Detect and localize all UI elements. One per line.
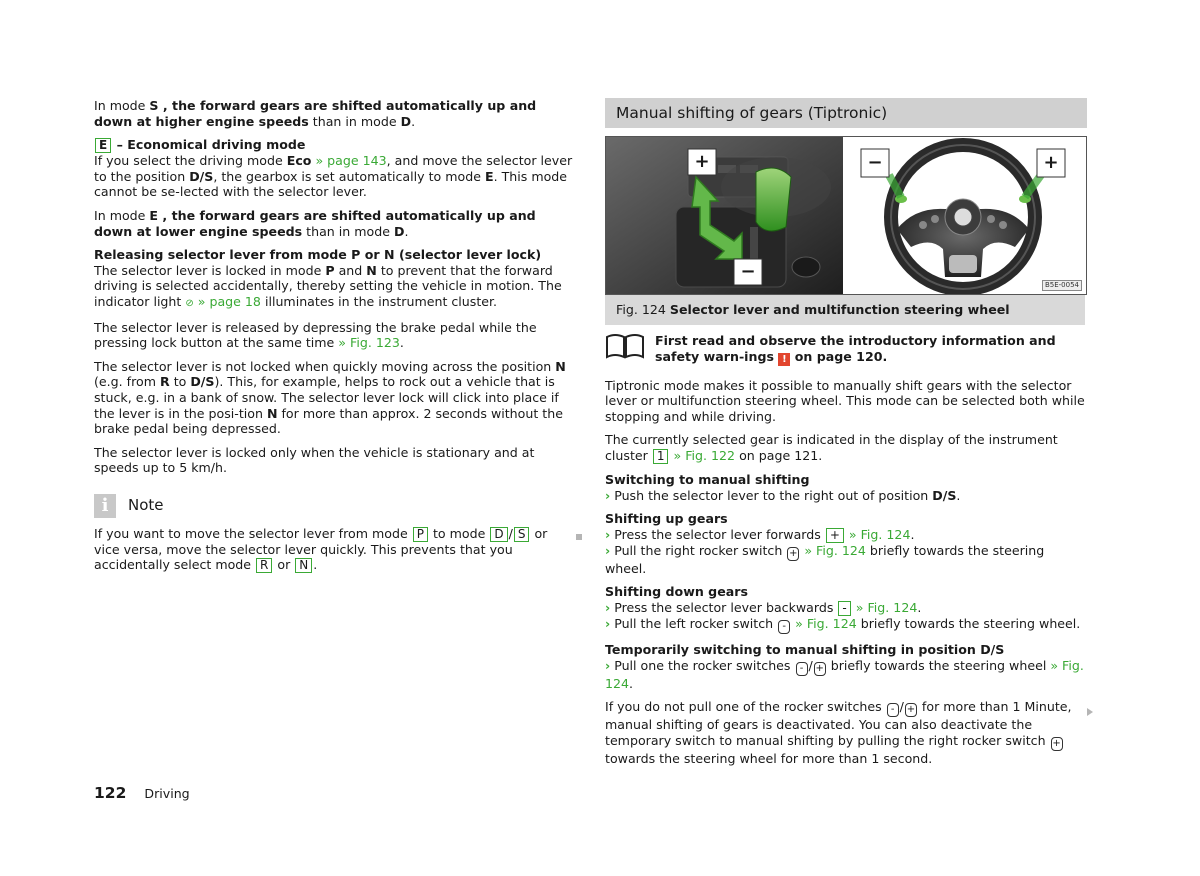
plus-label-lever: + bbox=[694, 151, 710, 172]
paragraph-not-locked: The selector lever is not locked when quickly moving across the position N (e.g. from R to D/S). This, for example, helps to rock out a vehicle that is stuck, e.g. in a bank of snow. The selector lever lock will click into place if the lever is in the posi-tion N for more than approx. 2 seconds without the brake pedal being depressed. bbox=[94, 358, 566, 437]
list-item: › Push the selector lever to the right out of position D/S. bbox=[605, 487, 961, 503]
key-s: S bbox=[514, 527, 530, 542]
figure-124 bbox=[605, 136, 1087, 295]
paragraph-mode-e: In mode E , the forward gears are shifted automatically up and down at lower engine speeds than in mode D. bbox=[94, 207, 536, 239]
link-fig-124[interactable]: » Fig. 124 bbox=[851, 599, 918, 615]
link-fig-123[interactable]: » Fig. 123 bbox=[334, 335, 400, 351]
note-text: If you want to move the selector lever from mode P to mode D / S or vice versa, move the selector lever quickly. This prevents that you accidentally select mode R or N . bbox=[94, 525, 548, 573]
rocker-plus-icon: + bbox=[789, 547, 798, 559]
paragraph-eco: If you select the driving mode Eco » page 143, and move the selector lever to the position D/S, the gearbox is set automatically to mode E. This mode cannot be se-lected with the selector lever. bbox=[94, 153, 573, 200]
link-fig-122[interactable]: » Fig. 122 bbox=[669, 447, 736, 463]
list-item: › Pull the left rocker switch - » Fig. 124 briefly towards the steering wheel. bbox=[605, 615, 1081, 632]
book-icon bbox=[605, 333, 645, 359]
key-d: D bbox=[490, 527, 507, 542]
key-n: N bbox=[295, 558, 312, 573]
lock-indicator-icon: ⊘ bbox=[185, 297, 194, 309]
heading-switching: Switching to manual shifting bbox=[605, 471, 810, 487]
figure-caption: Fig. 124 Selector lever and multifunction steering wheel bbox=[605, 295, 1085, 325]
key-r: R bbox=[256, 558, 272, 573]
right-column bbox=[605, 98, 1087, 774]
chevron-icon: › bbox=[605, 487, 611, 503]
page-footer bbox=[94, 786, 190, 802]
link-fig-124[interactable]: » Fig. 124 bbox=[791, 615, 857, 631]
paragraph-release: The selector lever is released by depressing the brake pedal while the pressing lock button at the same time » Fig. 123. bbox=[94, 319, 537, 351]
page-number: 122 bbox=[94, 784, 127, 802]
heading-shift-down: Shifting down gears bbox=[605, 584, 748, 600]
link-fig-124[interactable]: » Fig. 124 bbox=[605, 657, 1084, 691]
warning-icon: ! bbox=[778, 353, 790, 366]
rocker-plus-icon: + bbox=[906, 704, 916, 716]
paragraph-locked-stationary: The selector lever is locked only when the vehicle is stationary and at speeds up to 5 km/h. bbox=[94, 444, 535, 476]
heading-shift-up: Shifting up gears bbox=[605, 511, 728, 527]
plus-label-rocker: + bbox=[1043, 152, 1059, 173]
rocker-minus-icon: - bbox=[796, 662, 808, 676]
figure-code: B5E-0054 bbox=[1042, 280, 1082, 291]
rocker-plus-icon: + bbox=[1052, 737, 1061, 749]
link-fig-124[interactable]: » Fig. 124 bbox=[844, 526, 911, 542]
info-icon: i bbox=[94, 494, 116, 518]
rocker-minus-icon: - bbox=[887, 703, 899, 717]
section-title: Manual shifting of gears (Tiptronic) bbox=[605, 98, 1087, 128]
paragraph-mode-s: In mode S , the forward gears are shifted automatically up and down at higher engine speeds than in mode D. bbox=[94, 98, 537, 129]
chevron-icon: › bbox=[605, 599, 611, 615]
selector-lever-image bbox=[606, 137, 843, 294]
minus-label-rocker: − bbox=[867, 152, 883, 173]
list-item: › Press the selector lever backwards - » Fig. 124. bbox=[605, 599, 922, 615]
steering-wheel-image bbox=[845, 137, 1086, 294]
section-end-marker bbox=[576, 534, 582, 540]
eco-mode-heading: E – Economical driving mode bbox=[94, 137, 576, 153]
heading-temporary: Temporarily switching to manual shifting in position D/S bbox=[605, 641, 1005, 657]
warning-reference: First read and observe the introductory information and safety warn-ings ! on page 120. bbox=[605, 333, 1087, 366]
link-page-18[interactable]: » page 18 bbox=[193, 293, 261, 309]
key-e: E bbox=[95, 138, 111, 153]
chevron-icon: › bbox=[605, 526, 611, 542]
paragraph-tiptronic: Tiptronic mode makes it possible to manually shift gears with the selector lever or multifunction steering wheel. This mode can be selected both while stopping and while driving. bbox=[605, 377, 1085, 424]
list-item: › Pull one the rocker switches - / + briefly towards the steering wheel » Fig. 124. bbox=[605, 657, 1084, 691]
key-plus: + bbox=[826, 528, 844, 543]
paragraph-display: The currently selected gear is indicated in the display of the instrument cluster 1 » Fig. 122 on page 121. bbox=[605, 432, 1058, 463]
chevron-icon: › bbox=[605, 615, 611, 631]
rocker-minus-icon: - bbox=[778, 620, 790, 634]
paragraph-deactivate: If you do not pull one of the rocker switches - / + for more than 1 Minute, manual shifting of gears is deactivated. You can also deactivate the temporary switch to manual shifting by pulling the right rocker switch + towards the steering wheel for more than 1 second. bbox=[605, 699, 1072, 766]
rocker-plus-icon: + bbox=[815, 662, 824, 674]
list-item: › Press the selector lever forwards + » Fig. 124. bbox=[605, 526, 915, 542]
link-page-143[interactable]: » page 143 bbox=[311, 153, 387, 169]
note-header bbox=[94, 494, 576, 518]
chapter-title: Driving bbox=[144, 786, 190, 801]
chevron-icon: › bbox=[605, 657, 611, 673]
list-item: › Pull the right rocker switch + » Fig. 124 briefly towards the steering wheel. bbox=[605, 542, 1045, 576]
note-title: Note bbox=[128, 496, 164, 515]
left-column bbox=[94, 98, 576, 581]
minus-label-lever: − bbox=[740, 261, 756, 282]
continue-arrow-icon bbox=[1087, 708, 1093, 716]
chevron-icon: › bbox=[605, 542, 611, 558]
paragraph-lock: The selector lever is locked in mode P and N to prevent that the forward driving is selected accidentally, thereby setting the vehicle in motion. The indicator light ⊘ » page 18 illuminates in the instrument cluster. bbox=[94, 262, 562, 309]
key-minus: - bbox=[838, 601, 850, 616]
key-1: 1 bbox=[653, 449, 669, 464]
link-fig-124[interactable]: » Fig. 124 bbox=[800, 542, 866, 558]
release-heading: Releasing selector lever from mode P or N (selector lever lock) bbox=[94, 247, 542, 263]
key-p: P bbox=[413, 527, 428, 542]
